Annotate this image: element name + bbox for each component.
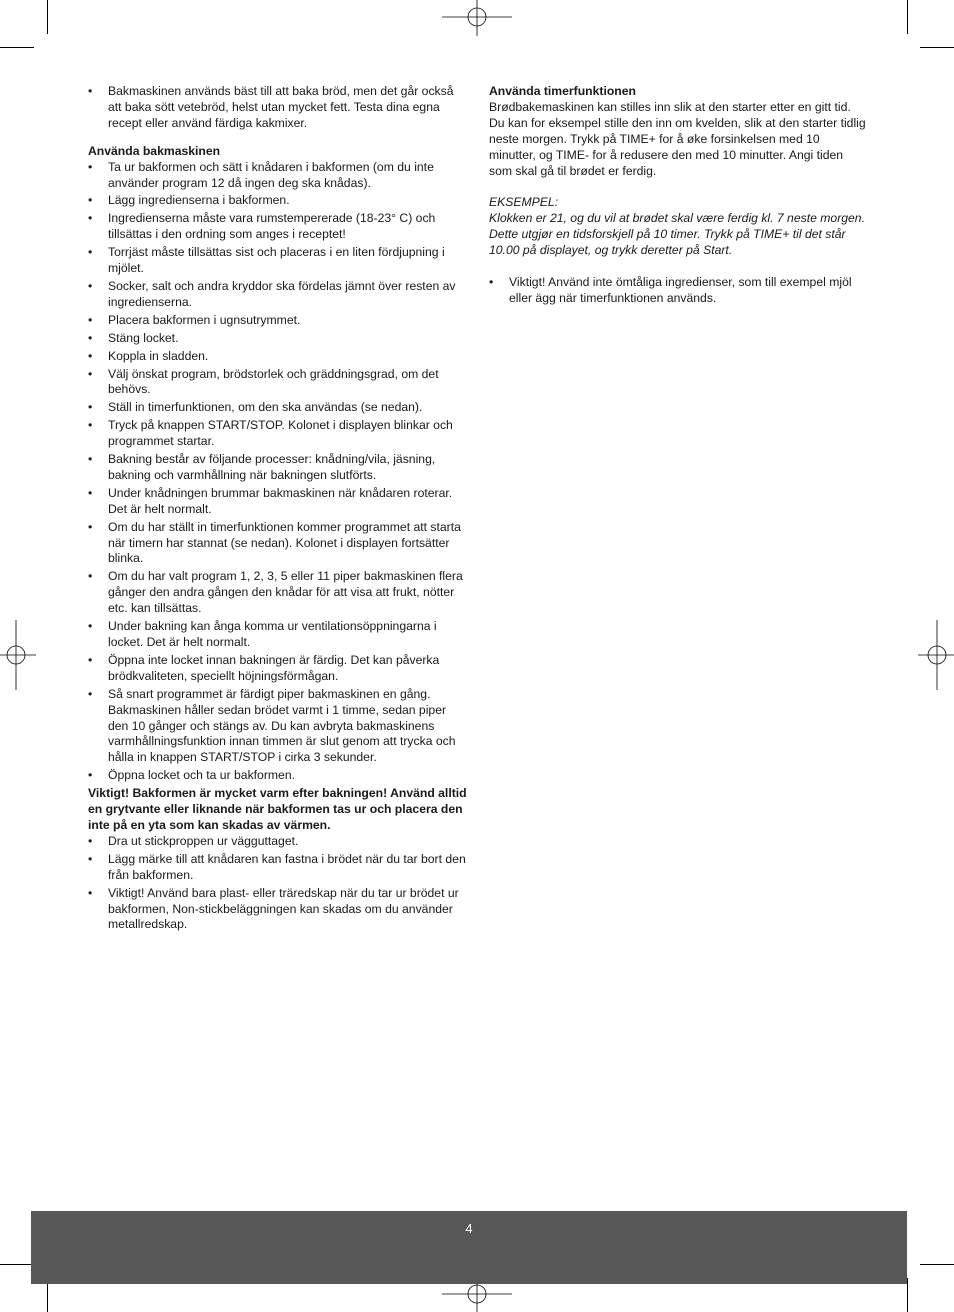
list-item: • Under knådningen brummar bakmaskinen när knådaren roterar. Det är helt normalt. — [88, 486, 468, 518]
crop-mark — [0, 47, 34, 48]
list-item: • Bakmaskinen används bäst till att baka bröd, men det går också att baka sött vetebröd, helst utan mycket fett. Testa dina egna recept eller använd färdiga kakmixer. — [88, 84, 468, 132]
crop-mark — [0, 1264, 34, 1265]
footer-bar — [31, 1211, 907, 1284]
list-item: • Lägg ingredienserna i bakformen. — [88, 193, 468, 209]
list-item: • Om du har valt program 1, 2, 3, 5 eller 11 piper bakmaskinen flera gånger den andra gången den knådar för att visa att frukt, nötter etc. kan tillsättas. — [88, 569, 468, 617]
list-item: • Viktigt! Använd bara plast- eller träredskap när du tar ur brödet ur bakformen, Non-stickbeläggningen kan skadas om du använder metallredskap. — [88, 886, 468, 934]
example-text: Klokken er 21, og du vil at brødet skal være ferdig kl. 7 neste morgen. Dette utgjør en tidsforskjell på 10 timer. Trykk på TIME+ til det står 10.00 på displayet, og trykk deretter på Start. — [489, 211, 865, 258]
section-heading-using: Använda bakmaskinen — [88, 143, 221, 158]
list-item: • Koppla in sladden. — [88, 349, 468, 365]
list-item: • Torrjäst måste tillsättas sist och placeras i en liten fördjupning i mjölet. — [88, 245, 468, 277]
list-item: • Socker, salt och andra kryddor ska fördelas jämnt över resten av ingredienserna. — [88, 279, 468, 311]
steps-list — [88, 160, 468, 785]
crop-mark — [907, 0, 908, 34]
list-item: • Så snart programmet är färdigt piper bakmaskinen en gång. Bakmaskinen håller sedan brödet varmt i 1 timme, sedan piper den 10 gånger och stängs av. Du kan avbryta bakmaskinens varmhållningsfunktion innan timmen är slut genom att trycka och hålla in knappen START/STOP i cirka 3 sekunder. — [88, 687, 468, 767]
list-item: • Öppna inte locket innan bakningen är färdig. Det kan påverka brödkvaliteten, speciellt höjningsförmågan. — [88, 653, 468, 685]
example-label: EKSEMPEL: — [489, 195, 559, 210]
warning-text: Viktigt! Bakformen är mycket varm efter bakningen! Använd alltid en grytvante eller liknande när bakformen tas ur och placera den inte på en yta som kan skadas av värmen. — [88, 786, 467, 832]
timer-description: Brødbakemaskinen kan stilles inn slik at den starter etter en gitt tid. Du kan for eksempel stille den inn om kvelden, slik at den starter tidlig neste morgen. Trykk på TIME+ for å øke forsinkelsen med 10 minutter, og TIME- for å redusere den med 10 minutter. Angi tiden som skal gå til brødet er ferdig. — [489, 99, 866, 178]
list-item: • Placera bakformen i ugnsutrymmet. — [88, 313, 468, 329]
section-heading-timer: Använda timerfunktionen — [489, 84, 636, 98]
list-item: • Under bakning kan ånga komma ur ventilationsöppningarna i locket. Det är helt normalt. — [88, 619, 468, 651]
crop-mark — [920, 1264, 954, 1265]
list-item: • Ta ur bakformen och sätt i knådaren i bakformen (om du inte använder program 12 då ingen deg ska knådas). — [88, 160, 468, 192]
crop-mark — [47, 0, 48, 34]
list-item: • Om du har ställt in timerfunktionen kommer programmet att starta när timern har stannat (se nedan). Kolonet i displayen fortsätter blinka. — [88, 520, 468, 568]
list-item: • Lägg märke till att knådaren kan fastna i brödet när du tar bort den från bakformen. — [88, 852, 468, 884]
registration-mark-left — [0, 620, 36, 690]
list-item: • Ställ in timerfunktionen, om den ska användas (se nedan). — [88, 400, 468, 416]
intro-list — [88, 84, 468, 132]
page-number: 4 — [465, 1221, 473, 1236]
right-column — [489, 84, 869, 309]
after-steps-list — [88, 834, 468, 933]
timer-bullets — [489, 275, 869, 307]
list-item: • Viktigt! Använd inte ömtåliga ingredienser, som till exempel mjöl eller ägg när timerfunktionen används. — [489, 275, 869, 307]
list-item: • Välj önskat program, brödstorlek och gräddningsgrad, om det behövs. — [88, 367, 468, 399]
crop-mark — [920, 47, 954, 48]
list-item: • Ingredienserna måste vara rumstempererade (18-23° C) och tillsättas i den ordning som anges i receptet! — [88, 211, 468, 243]
list-item: • Öppna locket och ta ur bakformen. — [88, 768, 468, 784]
list-item: • Stäng locket. — [88, 331, 468, 347]
left-column — [88, 84, 468, 935]
list-item: • Bakning består av följande processer: knådning/vila, jäsning, bakning och varmhållning när bakningen slutförts. — [88, 452, 468, 484]
list-item: • Dra ut stickproppen ur vägguttaget. — [88, 834, 468, 850]
list-item: • Tryck på knappen START/STOP. Kolonet i displayen blinkar och programmet startar. — [88, 418, 468, 450]
registration-mark-right — [918, 620, 954, 690]
crop-mark — [907, 1278, 908, 1312]
registration-mark-top — [442, 0, 512, 36]
